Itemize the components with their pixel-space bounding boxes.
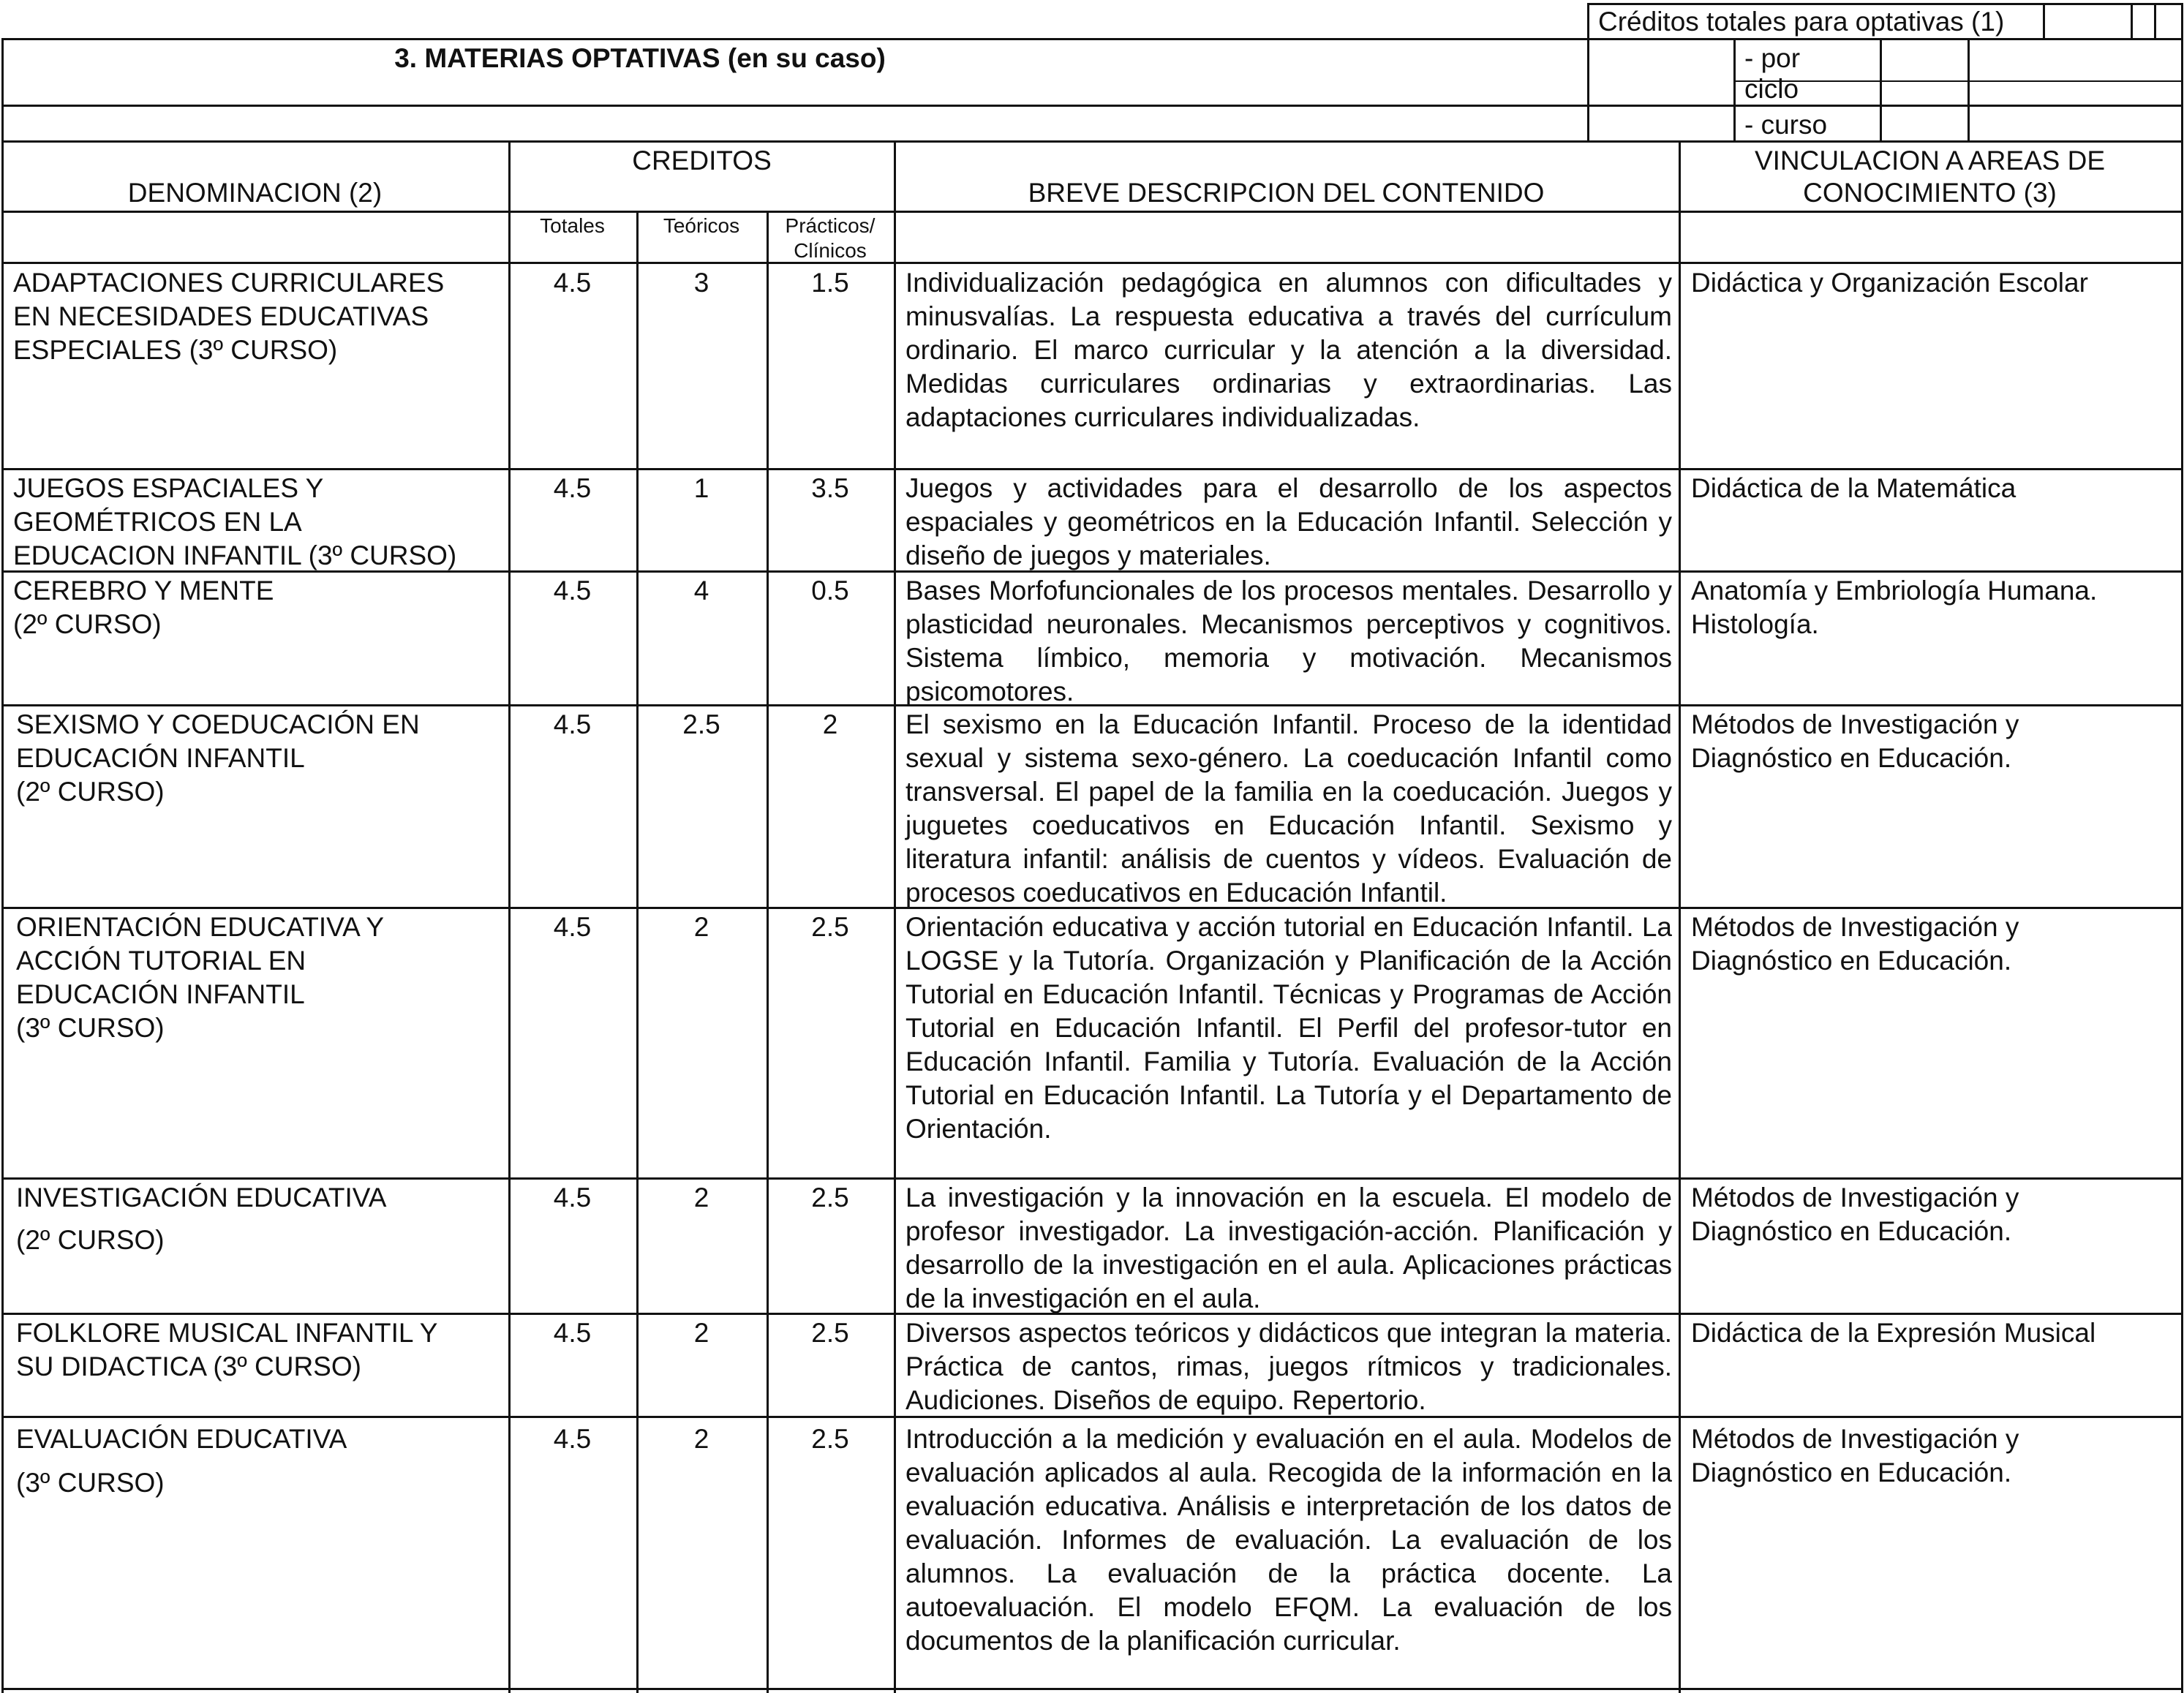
column-heading-practice-2: Clínicos [794, 239, 867, 262]
rule [1733, 80, 2181, 82]
subject-name: (3º CURSO) [16, 1468, 165, 1498]
credits-total: 4.5 [553, 1183, 592, 1213]
column-heading-credits: CREDITOS [632, 146, 772, 176]
rule [2131, 3, 2133, 38]
rule [1679, 140, 1681, 1693]
credits-practice: 1.5 [811, 268, 849, 298]
knowledge-area: Anatomía y Embriología Humana. [1691, 576, 2098, 606]
knowledge-area: Didáctica de la Expresión Musical [1691, 1318, 2096, 1348]
knowledge-area: Diagnóstico en Educación. [1691, 946, 2012, 976]
credits-practice: 2.5 [811, 912, 849, 942]
column-heading-total: Totales [540, 214, 605, 237]
subject-description: Introducción a la medición y evaluación en el aula. Modelos de evaluación aplicados al aula. Recogida de la información en la evaluación educativa. Análisis e interpretación de los datos de evaluación. Informes de evaluación. La evaluación de los alumnos. La evaluación de la práctica docente. La autoevaluación. El modelo EFQM. La evaluación de los documentos de la planificación curricular. [905, 1424, 1672, 1656]
credits-total: 4.5 [553, 1318, 592, 1348]
rule [1, 468, 2181, 470]
credits-total: 4.5 [553, 473, 592, 503]
rule [1968, 105, 1970, 140]
rule [1, 262, 2181, 264]
rule [2181, 3, 2183, 1693]
rule [767, 211, 769, 1693]
credits-practice: 2.5 [811, 1424, 849, 1454]
column-heading-theory: Teóricos [663, 214, 740, 237]
credits-theory: 1 [693, 473, 709, 503]
subject-name: EDUCACIÓN INFANTIL [16, 743, 305, 773]
knowledge-area: Diagnóstico en Educación. [1691, 743, 2012, 773]
column-heading-name: DENOMINACION (2) [127, 178, 383, 208]
subject-name: (2º CURSO) [16, 1225, 165, 1255]
knowledge-area: Métodos de Investigación y [1691, 1183, 2019, 1213]
credits-practice: 2 [822, 709, 838, 739]
credits-theory: 2 [693, 1424, 709, 1454]
rule [636, 211, 639, 1693]
rule [1, 38, 4, 1693]
per-cycle-label: - por [1744, 43, 1801, 73]
rule [508, 211, 895, 212]
rule [2154, 3, 2156, 38]
rule [1, 105, 2181, 107]
subject-name: (3º CURSO) [16, 1013, 165, 1043]
knowledge-area: Métodos de Investigación y [1691, 1424, 2019, 1454]
rule [1968, 38, 1970, 105]
knowledge-area: Diagnóstico en Educación. [1691, 1216, 2012, 1246]
rule [2043, 3, 2045, 38]
column-heading-practice: Prácticos/ [785, 214, 876, 237]
section-title: 3. MATERIAS OPTATIVAS (en su caso) [394, 43, 886, 73]
rule [1, 1177, 2181, 1180]
rule [1587, 3, 1589, 140]
subject-name: INVESTIGACIÓN EDUCATIVA [16, 1183, 387, 1213]
subject-description: Individualización pedagógica en alumnos con dificultades y minusvalías. La respuesta educativa a través del currículum ordinario. El marco curricular y la atención a la diversidad. Medidas curriculares ordinarias y extraordinarias. Las adaptaciones curriculares individualizadas. [905, 268, 1672, 432]
subject-name: ADAPTACIONES CURRICULARES [13, 268, 445, 298]
credits-total: 4.5 [553, 1424, 592, 1454]
subject-description: Juegos y actividades para el desarrollo de los aspectos espaciales y geométricos en la Educación Infantil. Selección y diseño de juegos y materiales. [905, 473, 1672, 570]
knowledge-area: Métodos de Investigación y [1691, 912, 2019, 942]
knowledge-area: Métodos de Investigación y [1691, 709, 2019, 739]
subject-description: Orientación educativa y acción tutorial en Educación Infantil. La LOGSE y la Tutoría. Organización y Planificación de la Acción Tutorial en Educación Infantil. Técnicas y Programas de Acción Tutorial en Educación Infantil. El Perfil del profesor-tutor en Educación Infantil. Familia y Tutoría. Evaluación de la Acción Tutorial en Educación Infantil. La Tutoría y el Departamento de Orientación. [905, 912, 1672, 1144]
subject-name: EDUCACIÓN INFANTIL [16, 979, 305, 1009]
subject-name: EDUCACION INFANTIL (3º CURSO) [13, 540, 457, 570]
rule [1733, 38, 1736, 140]
per-cycle-label-2: ciclo [1744, 74, 1799, 104]
credits-total: 4.5 [553, 576, 592, 606]
credits-theory: 2 [693, 1183, 709, 1213]
subject-name: EVALUACIÓN EDUCATIVA [16, 1424, 347, 1454]
credits-practice: 2.5 [811, 1183, 849, 1213]
subject-name: JUEGOS ESPACIALES Y [13, 473, 324, 503]
subject-name: ORIENTACIÓN EDUCATIVA Y [16, 912, 385, 942]
subject-name: ACCIÓN TUTORIAL EN [16, 946, 306, 976]
rule [894, 140, 896, 1693]
subject-name: (2º CURSO) [16, 777, 165, 807]
knowledge-area: Didáctica de la Matemática [1691, 473, 2017, 503]
rule [1880, 105, 1882, 140]
credits-total: 4.5 [553, 912, 592, 942]
credits-theory: 3 [693, 268, 709, 298]
subject-name: GEOMÉTRICOS EN LA [13, 507, 302, 537]
column-heading-areas-2: CONOCIMIENTO (3) [1803, 178, 2057, 208]
credits-theory: 2 [693, 1318, 709, 1348]
subject-name: EN NECESIDADES EDUCATIVAS [13, 301, 429, 331]
subject-description: La investigación y la innovación en la escuela. El modelo de profesor investigador. La investigación-acción. Planificación y desarrollo de la investigación en el aula. Aplicaciones prácticas de la investigación en el aula. [905, 1183, 1672, 1313]
credits-total: 4.5 [553, 268, 592, 298]
rule [1, 140, 2181, 143]
credits-theory: 4 [693, 576, 709, 606]
subject-name: (2º CURSO) [13, 609, 162, 639]
credits-practice: 0.5 [811, 576, 849, 606]
subject-name: FOLKLORE MUSICAL INFANTIL Y [16, 1318, 438, 1348]
subject-name: SEXISMO Y COEDUCACIÓN EN [16, 709, 420, 739]
subject-description: Diversos aspectos teóricos y didácticos que integran la materia. Práctica de cantos, rimas, juegos rítmicos y tradicionales. Audiciones. Diseños de equipo. Repertorio. [905, 1318, 1672, 1415]
subject-name: SU DIDACTICA (3º CURSO) [16, 1351, 361, 1381]
credits-practice: 3.5 [811, 473, 849, 503]
subject-description: Bases Morfofuncionales de los procesos mentales. Desarrollo y plasticidad neuronales. Mecanismos perceptivos y cognitivos. Sistema límbico, memoria y motivación. Mecanismos psicomotores. [905, 576, 1672, 706]
column-heading-areas: VINCULACION A AREAS DE [1754, 146, 2106, 176]
column-heading-description: BREVE DESCRIPCION DEL CONTENIDO [1028, 178, 1545, 208]
knowledge-area: Didáctica y Organización Escolar [1691, 268, 2088, 298]
subject-name: CEREBRO Y MENTE [13, 576, 274, 606]
subject-name: ESPECIALES (3º CURSO) [13, 335, 338, 365]
total-credits-label: Créditos totales para optativas (1) [1598, 7, 2005, 37]
credits-total: 4.5 [553, 709, 592, 739]
credits-practice: 2.5 [811, 1318, 849, 1348]
credits-theory: 2 [693, 912, 709, 942]
subject-description: El sexismo en la Educación Infantil. Proceso de la identidad sexual y sistema sexo-género. La coeducación Infantil como transversal. El papel de la familia en la coeducación. Juegos y juguetes coeducativos en Educación Infantil. Sexismo y literatura infantil: análisis de cuentos y vídeos. Evaluación de procesos coeducativos en Educación Infantil. [905, 709, 1672, 908]
rule [1, 1688, 2181, 1690]
credits-theory: 2.5 [682, 709, 720, 739]
per-course-label: - curso [1744, 110, 1828, 140]
knowledge-area: Diagnóstico en Educación. [1691, 1458, 2012, 1487]
rule [1, 211, 2181, 213]
knowledge-area: Histología. [1691, 609, 1819, 639]
